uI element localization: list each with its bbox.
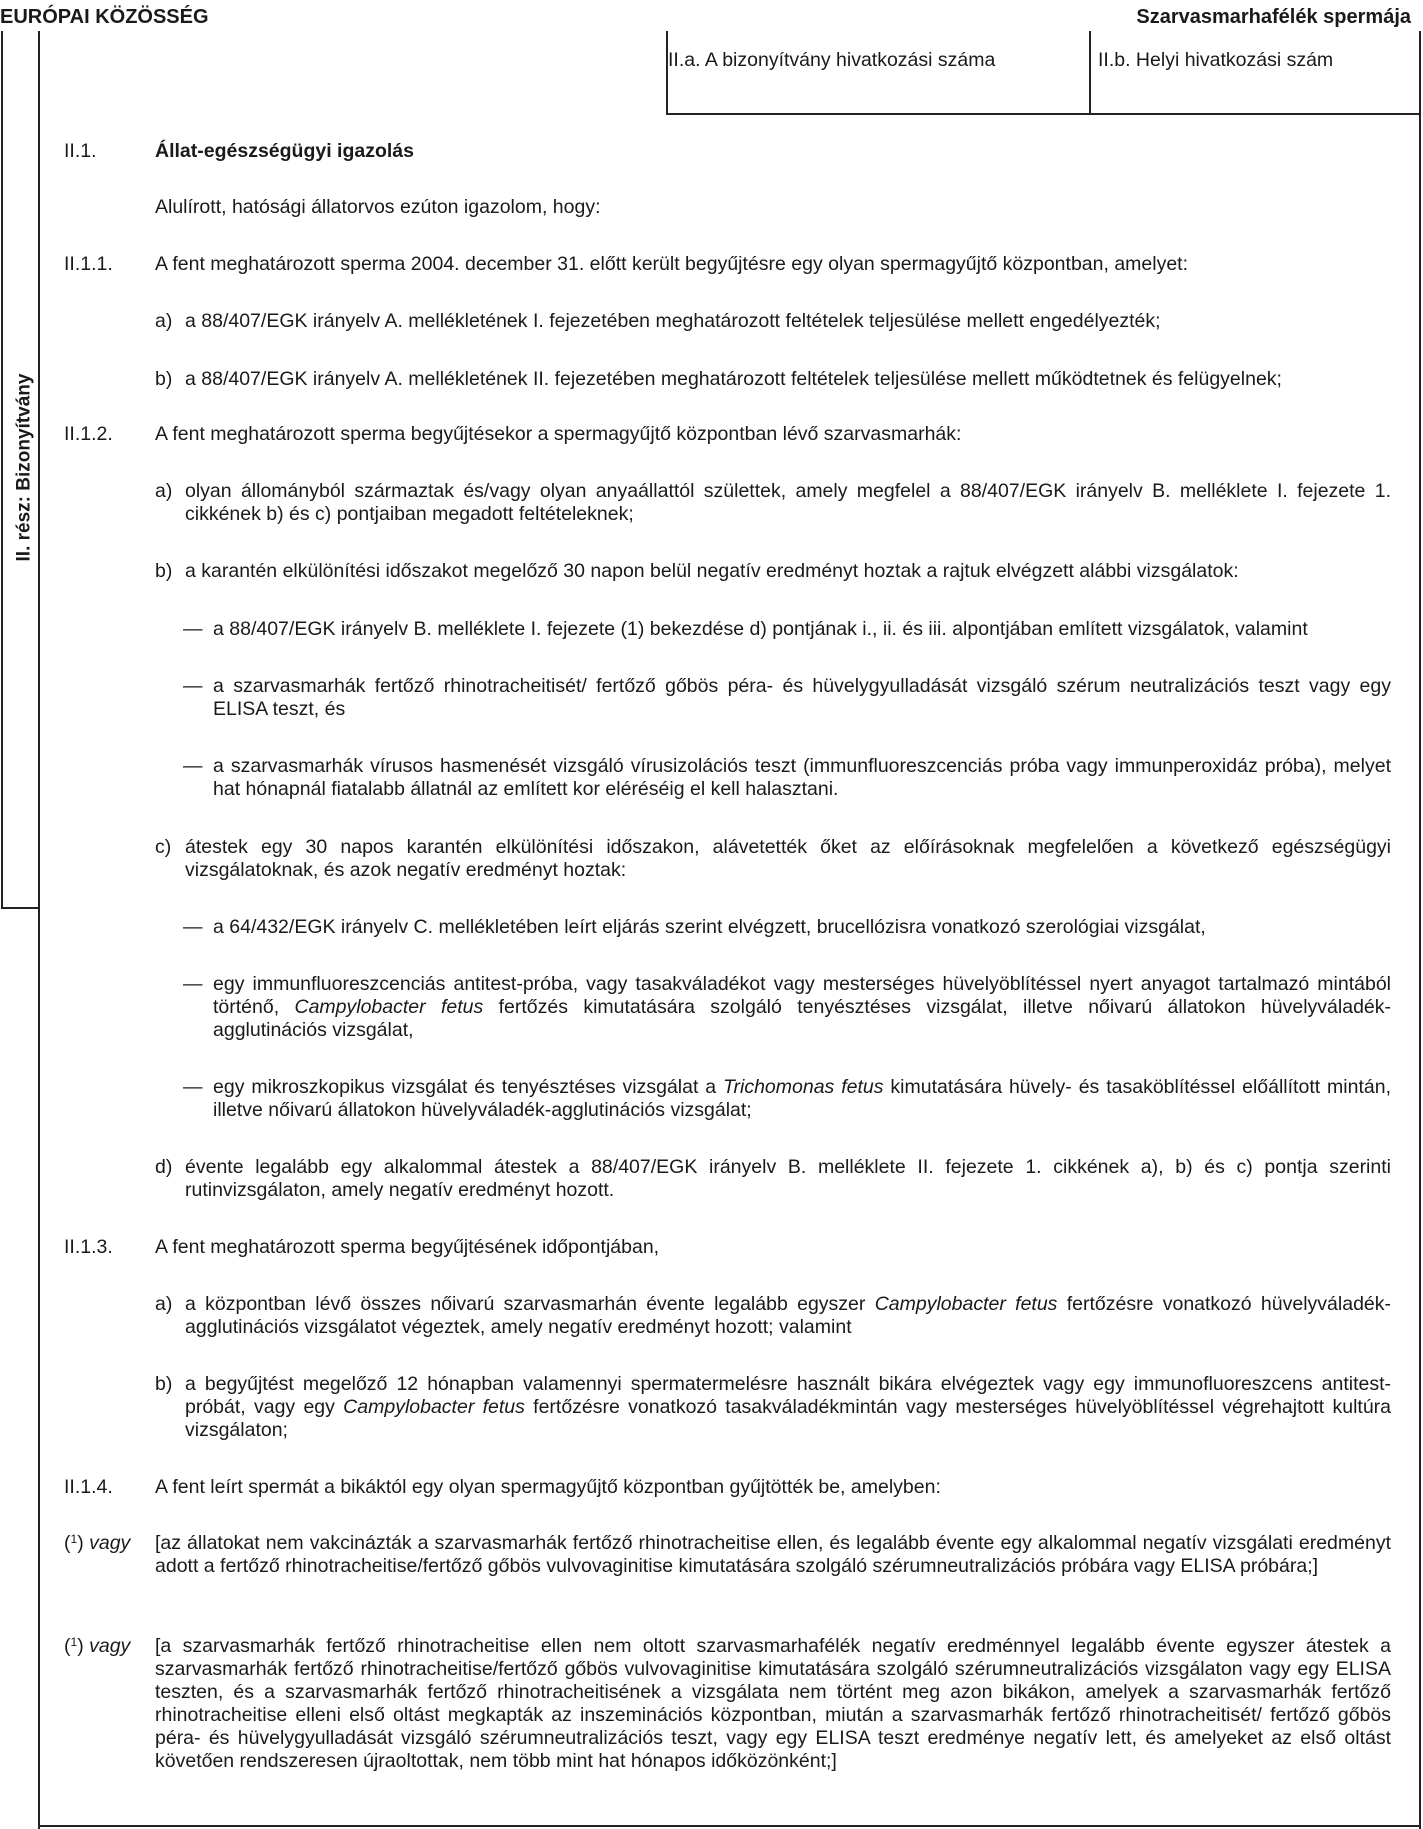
list-item <box>155 368 1391 391</box>
section-text: A fent leírt spermát a bikáktól egy olyan spermagyűjtő központban gyűjtötték be, amelyben: <box>155 1476 941 1498</box>
item-text: a 88/407/EGK irányelv A. mellékletének I. fejezetében meghatározott feltételek teljesülése mellett engedélyezték; <box>185 310 1161 332</box>
list-item <box>155 1293 1391 1339</box>
item-text: olyan állományból származtak és/vagy olyan anyaállattól születtek, amely megfelel a 88/407/EGK irányelv B. melléklete I. fejezete 1. cikkének b) és c) pontjaiban megadott feltételeknek; <box>185 480 1391 525</box>
section-text: A fent meghatározott sperma 2004. december 31. előtt került begyűjtésre egy olyan spermagyűjtő központban, amelyet: <box>155 253 1189 275</box>
section-number: II.1.4. <box>64 1476 113 1498</box>
item-letter: a) <box>155 1293 173 1315</box>
section-number: II.1.3. <box>64 1236 113 1258</box>
community-header: EURÓPAI KÖZÖSSÉG <box>0 6 209 28</box>
item-text: egy immunfluoreszcenciás antitest-próba, vagy tasakváladékot vagy mesterséges hüvelyöblítéssel nyert anyagot tartalmazó mintából történő, Campylobacter fetus fertőzés kimutatására szolgáló tenyésztéses vizsgálat, illetve nőivarú állatokon hüvelyváladék-agglutinációs vizsgálat, <box>213 973 1391 1041</box>
dash-mark: — <box>183 755 203 777</box>
item-text: a központban lévő összes nőivarú szarvasmarhán évente legalább egyszer Campylobacter fetus fertőzésre vonatkozó hüvelyváladék-agglutinációs vizsgálatot végeztek, amely negatív eredményt hozott; valamint <box>185 1293 1392 1338</box>
dash-item <box>183 1076 1391 1122</box>
dash-mark: — <box>183 618 203 640</box>
list-item <box>155 1373 1391 1442</box>
item-text: a 64/432/EGK irányelv C. mellékletében leírt eljárás szerint elvégzett, brucellózisra vonatkozó szerológiai vizsgálat, <box>213 916 1206 938</box>
local-reference-label: II.b. Helyi hivatkozási szám <box>1098 49 1334 71</box>
item-letter: d) <box>155 1156 173 1178</box>
dash-item <box>183 675 1391 721</box>
item-text: a 88/407/EGK irányelv B. melléklete I. fejezete (1) bekezdése d) pontjának i., ii. és iii. alpontjában említett vizsgálatok, valamint <box>213 618 1308 640</box>
dash-mark: — <box>183 916 203 938</box>
part-label: II. rész: Bizonyítvány <box>13 373 35 561</box>
list-item <box>155 310 1391 333</box>
item-letter: c) <box>155 836 172 858</box>
dash-mark: — <box>183 675 203 697</box>
item-text: évente legalább egy alkalommal átestek a 88/407/EGK irányelv B. melléklete II. fejezete 1. cikkének a), b) és c) pontja szerinti rutinvizsgálaton, amely negatív eredményt hozott. <box>185 1156 1391 1201</box>
item-text: a begyűjtést megelőző 12 hónapban valamennyi spermatermelésre használt bikára elvégeztek vagy egy immunofluoreszcens antitest-próbát, vagy egy Campylobacter fetus fertőzésre vonatkozó tasakváladékmintán vagy mesterséges hüvelyöblítéssel végrehajtott kultúra vizsgálaton; <box>185 1373 1392 1441</box>
section-title: Állat-egészségügyi igazolás <box>155 140 414 162</box>
section-number: II.1.1. <box>64 253 113 275</box>
list-item <box>155 480 1391 526</box>
section-number: II.1. <box>64 140 97 162</box>
dash-item <box>183 755 1391 801</box>
dash-mark: — <box>183 973 203 995</box>
side-frame-bottom <box>1 907 40 909</box>
section-text: A fent meghatározott sperma begyűjtésének időpontjában, <box>155 1236 660 1258</box>
certificate-reference-label: II.a. A bizonyítvány hivatkozási száma <box>668 49 996 71</box>
option-marker: ($^1$) vagy <box>64 1532 131 1554</box>
product-title: Szarvasmarhafélék spermája <box>1136 6 1411 28</box>
item-text: a szarvasmarhák fertőző rhinotracheitisét/ fertőző gőbös péra- és hüvelygyulladását vizsgáló szérum neutralizációs teszt vagy egy ELISA teszt, és <box>213 675 1391 720</box>
list-item <box>155 560 1391 583</box>
side-label <box>8 28 40 906</box>
ref-box-divider-left <box>666 31 668 114</box>
side-frame-left <box>1 31 3 909</box>
dash-item <box>183 916 1391 939</box>
main-frame-right <box>1419 31 1421 1829</box>
item-letter: b) <box>155 368 173 390</box>
intro-text: Alulírott, hatósági állatorvos ezúton igazolom, hogy: <box>155 196 601 218</box>
item-letter: a) <box>155 310 173 332</box>
item-letter: b) <box>155 560 173 582</box>
option-text: [a szarvasmarhák fertőző rhinotracheitise ellen nem oltott szarvasmarhafélék negatív eredménnyel legalább évente egyszer átestek a szarvasmarhák fertőző rhinotracheitise/fertőző gőbös vulvovaginitise kimutatására szolgáló szérumneutralizációs vizsgálaton vagy egy ELISA teszten, és a szarvasmarhák fertőző rhinotracheitisének a vizsgálata nem történt meg azon bikákon, amelyek a szarvasmarhák fertőző rhinotracheitise elleni első oltást megkapták az inszeminációs központban, miután a szarvasmarhák fertőző rhinotracheitisét/ fertőző gőbös péra- és hüvelygyulladását vizsgáló szérumneutralizációs teszt, vagy egy ELISA teszt eredménye negatív lett, és amelyeket az első oltást követően rendszeresen újraoltottak, nem több mint hat hónapos időközönként;] <box>155 1635 1391 1772</box>
item-text: a karantén elkülönítési időszakot megelőző 30 napon belül negatív eredményt hoztak a rajtuk elvégzett alábbi vizsgálatok: <box>185 560 1239 582</box>
list-item <box>155 836 1391 882</box>
dash-item <box>183 973 1391 1042</box>
dash-mark: — <box>183 1076 203 1098</box>
option-marker: ($^1$) vagy <box>64 1635 131 1657</box>
list-item <box>155 1156 1391 1202</box>
item-letter: b) <box>155 1373 173 1395</box>
option-text: [az állatokat nem vakcinázták a szarvasmarhák fertőző rhinotracheitise ellen, és legalább évente egy alkalommal negatív vizsgálati eredményt adott a fertőző rhinotracheitise/fertőző gőbös vulvovaginitise kimutatására szolgáló szérumneutralizációs próbára vagy ELISA próbára;] <box>155 1532 1391 1577</box>
dash-item <box>183 618 1391 641</box>
section-number: II.1.2. <box>64 423 113 445</box>
item-text: a 88/407/EGK irányelv A. mellékletének II. fejezetében meghatározott feltételek teljesülése mellett működtetnek és felügyelnek; <box>185 368 1282 390</box>
ref-box-divider-mid <box>1089 31 1091 114</box>
ref-box-bottom <box>666 113 1420 115</box>
item-text: a szarvasmarhák vírusos hasmenését vizsgáló vírusizolációs teszt (immunfluoreszcenciás próba vagy immunperoxidáz próba), melyet hat hónapnál fiatalabb állatnál az említett kor eléréséig el kell halasztani. <box>213 755 1391 800</box>
item-letter: a) <box>155 480 173 502</box>
item-text: átestek egy 30 napos karantén elkülönítési időszakon, alávetették őket az előírásoknak megfelelően a következő egészségügyi vizsgálatoknak, és azok negatív eredményt hoztak: <box>185 836 1391 881</box>
section-text: A fent meghatározott sperma begyűjtésekor a spermagyűjtő központban lévő szarvasmarhák: <box>155 423 962 445</box>
item-text: egy mikroszkopikus vizsgálat és tenyésztéses vizsgálat a Trichomonas fetus kimutatására hüvely- és tasaköblítéssel előállított mintán, illetve nőivarú állatokon hüvelyváladék-agglutinációs vizsgálat; <box>213 1076 1391 1121</box>
